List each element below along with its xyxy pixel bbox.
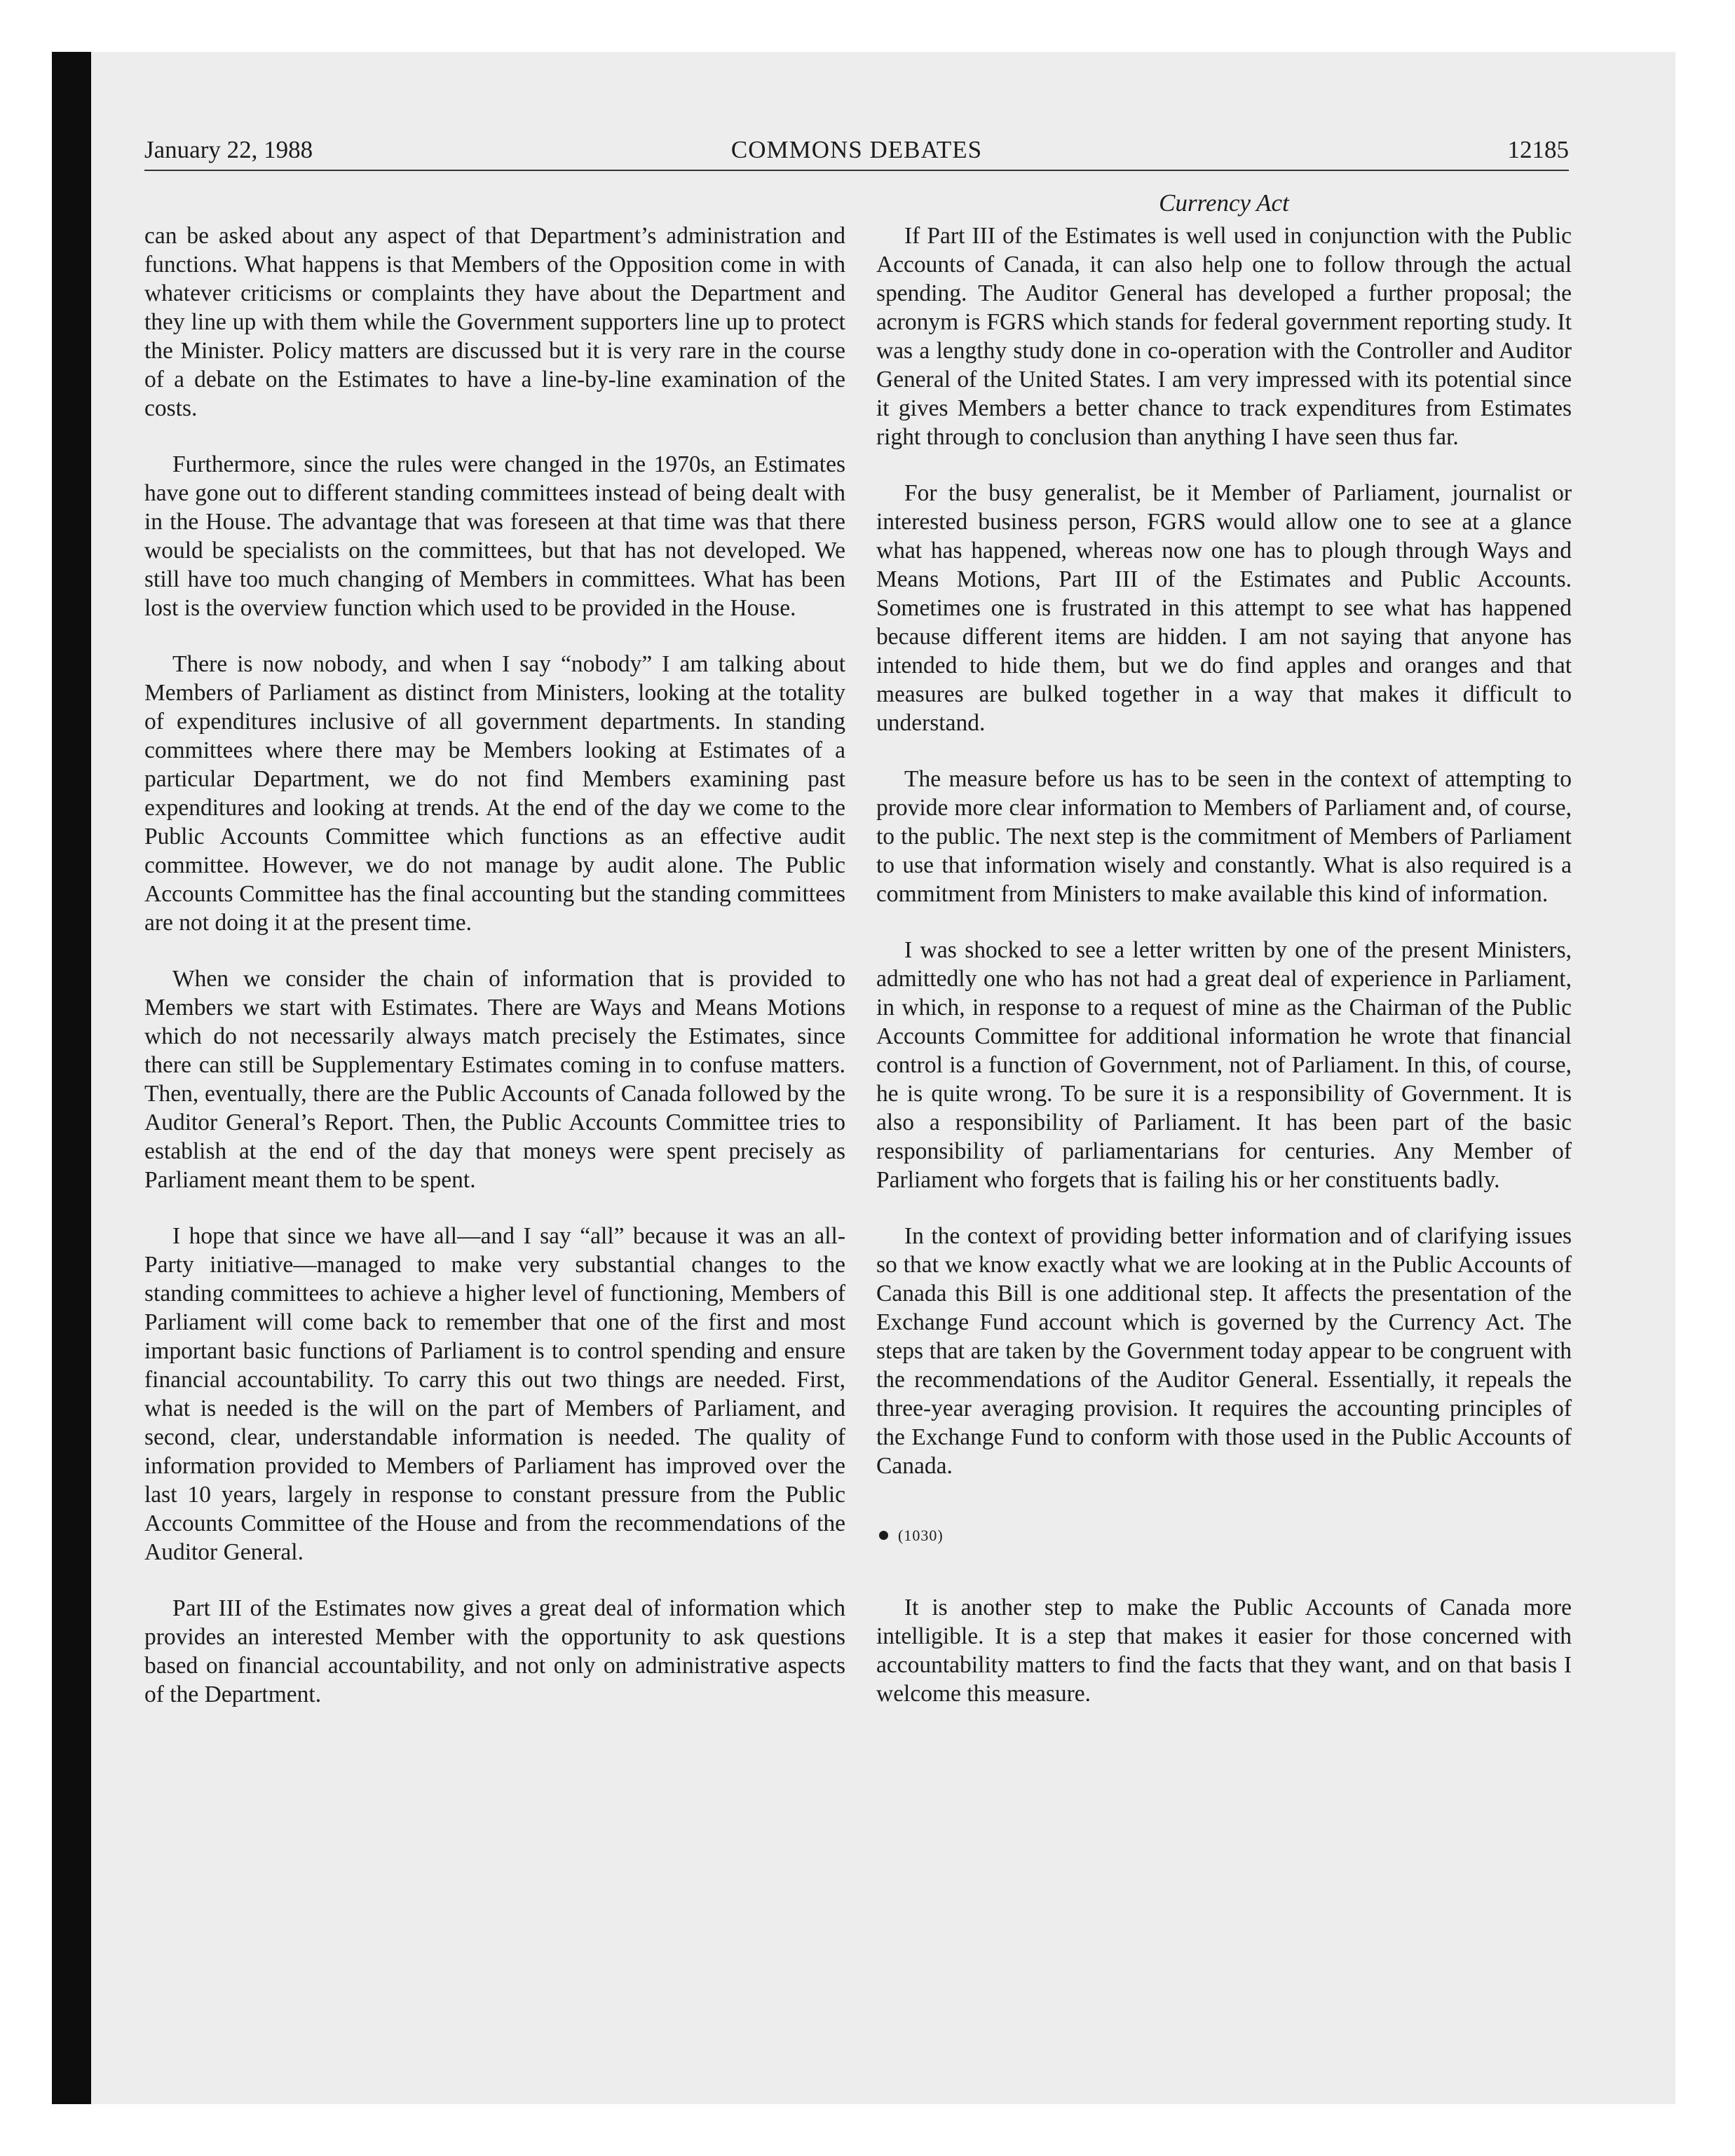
paragraph: can be asked about any aspect of that Department’s administration and functions. What happens is that Members of the Opposition come in with whatever criticisms or complaints they have about the Department and they line up with them while the Government supporters line up to protect the Minister. Policy matters are discussed but it is very rare in the course of a debate on the Estimates to have a line-by-line examination of the costs. [144, 223, 845, 421]
paragraph: The measure before us has to be seen in the context of attempting to provide more clear information to Members of Parliament and, of course, to the public. The next step is the commitment of Members of Parliament to use that information wisely and constantly. What is also required is a commitment from Ministers to make available this kind of information. [876, 766, 1572, 907]
timestamp-marker [879, 1521, 1572, 1550]
paragraph: When we consider the chain of information that is provided to Members we start with Estimates. There are Ways and Means Motions which do not necessarily always match precisely the Estimates, since there can still be Supplementary Estimates coming in to confuse matters. Then, eventually, there are the Public Accounts of Canada followed by the Auditor General’s Report. Then, the Public Accounts Committee tries to establish at the end of the day that moneys were spent precisely as Parliament meant them to be spent. [144, 966, 845, 1193]
paragraph: I hope that since we have all—and I say “all” because it was an all-Party initiative—managed to make very substantial changes to the standing committees to achieve a higher level of functioning, Members of Parliament will come back to remember that one of the first and most important basic functions of Parliament is to control spending and ensure financial accountability. To carry this out two things are needed. First, what is needed is the will on the part of Members of Parliament, and second, clear, understandable information is needed. The quality of information provided to Members of Parliament has improved over the last 10 years, largely in response to constant pressure from the Public Accounts Committee of the House and from the recommendations of the Auditor General. [144, 1223, 845, 1565]
section-title: Currency Act [1159, 189, 1289, 217]
right-column [876, 188, 1572, 1735]
paragraph: For the busy generalist, be it Member of Parliament, journalist or interested business person, FGRS would allow one to see at a glance what has happened, whereas now one has to plough through Ways and Means Motions, Part III of the Estimates and Public Accounts. Sometimes one is frustrated in this attempt to see what has happened because different items are hidden. I am not saying that anyone has intended to hide them, but we do find apples and oranges and that measures are bulked together in a way that makes it difficult to understand. [876, 480, 1572, 736]
left-column [144, 221, 845, 1736]
page-header [144, 130, 1569, 171]
paragraph: There is now nobody, and when I say “nobody” I am talking about Members of Parliament as distinct from Ministers, looking at the totality of expenditures inclusive of all government departments. In standing committees where there may be Members looking at Estimates of a particular Department, we do not find Members examining past expenditures and looking at trends. At the end of the day we come to the Public Accounts Committee which functions as an effective audit committee. However, we do not manage by audit alone. The Public Accounts Committee has the final accounting but the standing committees are not doing it at the present time. [144, 651, 845, 936]
header-page-number: 12185 [1507, 136, 1569, 163]
paragraph: I was shocked to see a letter written by one of the present Ministers, admittedly one who has not had a great deal of experience in Parliament, in which, in response to a request of mine as the Chairman of the Public Accounts Committee for additional information he wrote that financial control is a function of Government, not of Parliament. In this, of course, he is quite wrong. To be sure it is a responsibility of Government. It is also a responsibility of Parliament. It has been part of the basic responsibility of parliamentarians for centuries. Any Member of Parliament who forgets that is failing his or her constituents badly. [876, 937, 1572, 1193]
paragraph: In the context of providing better information and of clarifying issues so that we know exactly what we are looking at in the Public Accounts of Canada this Bill is one additional step. It affects the presentation of the Exchange Fund account which is governed by the Currency Act. The steps that are taken by the Government today appear to be congruent with the recommendations of the Auditor General. Essentially, it repeals the three-year averaging provision. It requires the accounting principles of the Exchange Fund to conform with those used in the Public Accounts of Canada. [876, 1223, 1572, 1479]
binding-edge [52, 52, 91, 2104]
paragraph: It is another step to make the Public Accounts of Canada more intelligible. It is a step that makes it easier for those concerned with accountability matters to find the facts that they want, and on that basis I welcome this measure. [876, 1595, 1572, 1707]
header-date: January 22, 1988 [144, 136, 313, 163]
header-publication: COMMONS DEBATES [730, 136, 983, 163]
bullet-icon [879, 1531, 888, 1540]
paragraph: If Part III of the Estimates is well used in conjunction with the Public Accounts of Canada, it can also help one to follow through the actual spending. The Auditor General has developed a further proposal; the acronym is FGRS which stands for federal government reporting study. It was a lengthy study done in co-operation with the Controller and Auditor General of the United States. I am very impressed with its potential since it gives Members a better chance to track expenditures from Estimates right through to conclusion than anything I have seen thus far. [876, 223, 1572, 450]
timestamp-text: (1030) [898, 1527, 944, 1544]
paragraph: Furthermore, since the rules were changed in the 1970s, an Estimates have gone out to different standing committees instead of being dealt with in the House. The advantage that was foreseen at that time was that there would be specialists on the committees, but that has not developed. We still have too much changing of Members in committees. What has been lost is the overview function which used to be provided in the House. [144, 451, 845, 621]
paragraph: Part III of the Estimates now gives a great deal of information which provides an interested Member with the opportunity to ask questions based on financial accountability, and not only on administrative aspects of the Department. [144, 1595, 845, 1707]
